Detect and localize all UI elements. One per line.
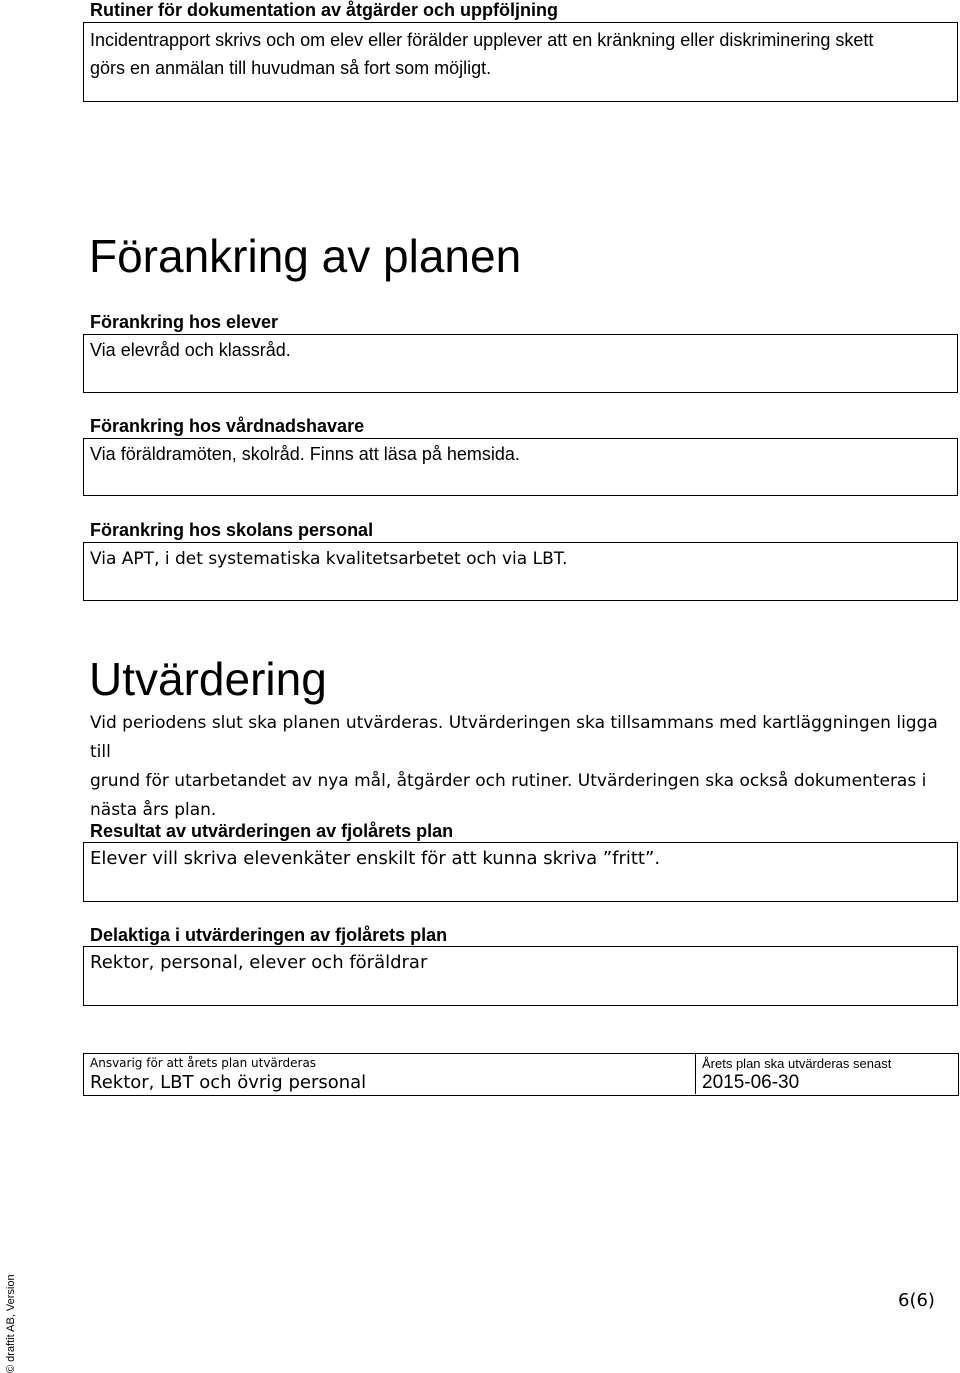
ansvarig-right-label: Årets plan ska utvärderas senast xyxy=(702,1056,892,1071)
resultat-text: Elever vill skriva elevenkäter enskilt för att kunna skriva ”fritt”. xyxy=(90,848,661,869)
utvardering-para-line3: nästa års plan. xyxy=(90,800,217,820)
rutiner-text-line2: görs en anmälan till huvudman så fort som möjligt. xyxy=(90,58,492,78)
rutiner-label: Rutiner för dokumentation av åtgärder och uppföljning xyxy=(90,0,559,20)
resultat-box xyxy=(83,842,958,902)
rutiner-box xyxy=(83,22,958,102)
forankring-vardnadshavare-box xyxy=(83,438,958,496)
utvardering-para-line1: Vid periodens slut ska planen utvärderas. Utvärderingen ska tillsammans med kartläggningen ligga till xyxy=(90,713,938,762)
ansvarig-left-cell xyxy=(84,1054,696,1094)
forankring-elever-text: Via elevråd och klassråd. xyxy=(90,340,291,360)
ansvarig-right-cell xyxy=(696,1054,957,1094)
ansvarig-right-value: 2015-06-30 xyxy=(702,1072,800,1093)
ansvarig-left-label: Ansvarig för att årets plan utvärderas xyxy=(90,1056,317,1070)
copyright-vertical: © draftit AB, Version xyxy=(5,1274,17,1373)
utvardering-paragraph xyxy=(90,709,958,825)
forankring-vardnadshavare-label: Förankring hos vårdnadshavare xyxy=(90,416,365,436)
ansvarig-table xyxy=(83,1053,959,1096)
forankring-personal-text: Via APT, i det systematiska kvalitetsarbetet och via LBT. xyxy=(90,549,568,569)
rutiner-text-line1: Incidentrapport skrivs och om elev eller förälder upplever att en kränkning eller diskriminering skett xyxy=(90,30,874,50)
forankring-heading: Förankring av planen xyxy=(89,230,522,282)
ansvarig-left-value: Rektor, LBT och övrig personal xyxy=(90,1072,367,1093)
delaktiga-text: Rektor, personal, elever och föräldrar xyxy=(90,952,428,973)
forankring-personal-label: Förankring hos skolans personal xyxy=(90,520,374,540)
delaktiga-box xyxy=(83,946,958,1006)
delaktiga-label: Delaktiga i utvärderingen av fjolårets plan xyxy=(90,925,448,945)
forankring-personal-box xyxy=(83,542,958,601)
utvardering-para-line2: grund för utarbetandet av nya mål, åtgärder och rutiner. Utvärderingen ska också dokumenteras i xyxy=(90,771,927,791)
forankring-elever-box xyxy=(83,334,958,393)
forankring-elever-label: Förankring hos elever xyxy=(90,312,279,332)
forankring-vardnadshavare-text: Via föräldramöten, skolråd. Finns att läsa på hemsida. xyxy=(90,444,520,464)
resultat-label: Resultat av utvärderingen av fjolårets plan xyxy=(90,821,454,841)
utvardering-heading: Utvärdering xyxy=(89,653,327,705)
page-number: 6(6) xyxy=(898,1290,935,1311)
